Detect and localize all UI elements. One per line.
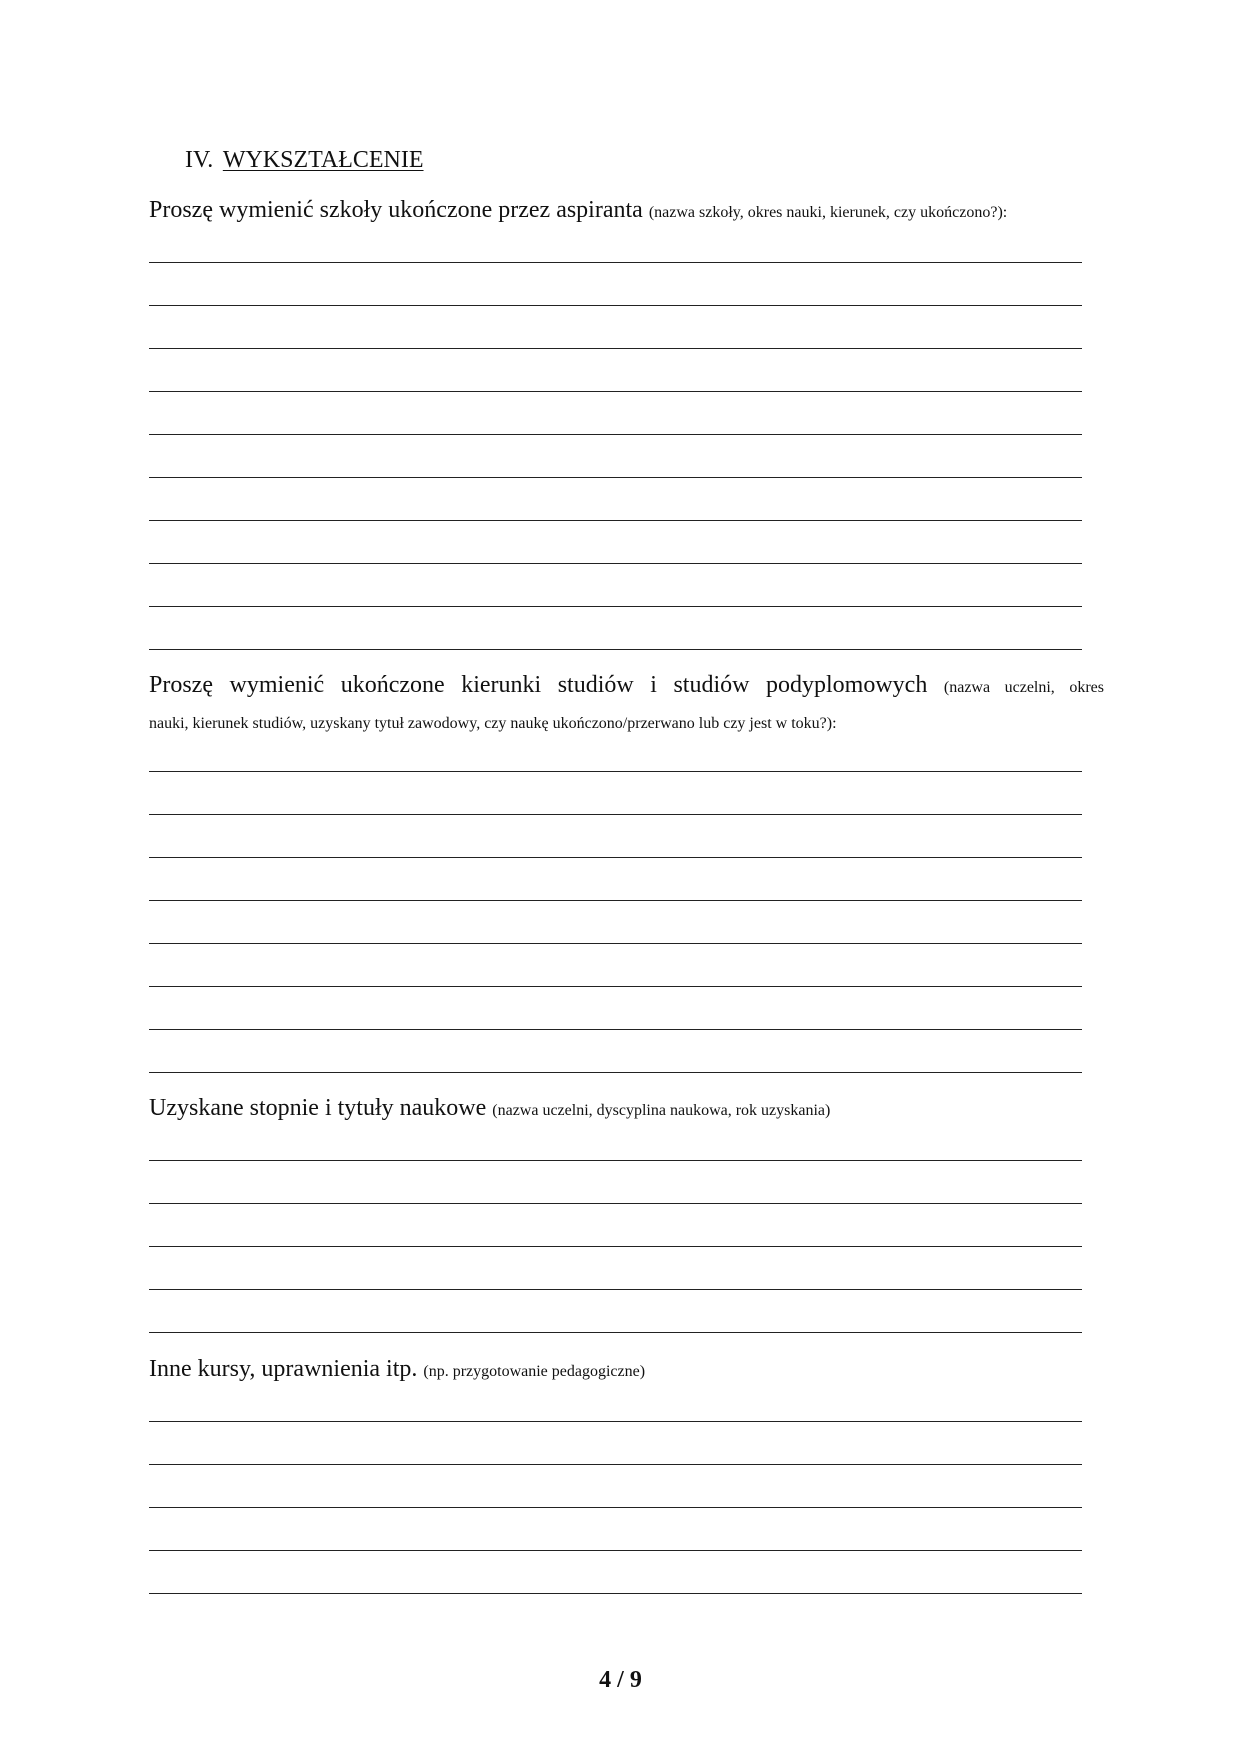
answer-line[interactable] (149, 1550, 1082, 1551)
answer-line[interactable] (149, 1072, 1082, 1073)
section-title: WYKSZTAŁCENIE (222, 147, 424, 173)
question-courses (149, 1354, 1104, 1387)
answer-line[interactable] (149, 1160, 1082, 1161)
question-hint-text: (nazwa uczelni, okres (943, 679, 1105, 696)
answer-line[interactable] (149, 1507, 1082, 1508)
question-degrees (149, 1093, 1104, 1126)
answer-line[interactable] (149, 262, 1082, 263)
answer-line[interactable] (149, 1332, 1082, 1333)
answer-line[interactable] (149, 814, 1082, 815)
answer-line[interactable] (149, 391, 1082, 392)
answer-line[interactable] (149, 1593, 1082, 1594)
answer-line[interactable] (149, 857, 1082, 858)
question-main-text: Proszę wymienić szkoły ukończone przez aspiranta (149, 197, 643, 223)
answer-line[interactable] (149, 563, 1082, 564)
answer-line[interactable] (149, 1246, 1082, 1247)
answer-line[interactable] (149, 606, 1082, 607)
section-heading (185, 145, 424, 175)
question-main-text: Proszę wymienić ukończone kierunki studiów i studiów podyplomowych (149, 672, 928, 698)
question-hint-text: (nazwa szkoły, okres nauki, kierunek, czy ukończono?): (648, 204, 1008, 221)
question-hint-text: (np. przygotowanie pedagogiczne) (423, 1363, 646, 1380)
question-studies (149, 670, 1104, 703)
answer-line[interactable] (149, 348, 1082, 349)
answer-line[interactable] (149, 900, 1082, 901)
question-main-text: Inne kursy, uprawnienia itp. (149, 1356, 418, 1382)
page-number: 4 / 9 (599, 1667, 642, 1693)
question-hint-continuation: nauki, kierunek studiów, uzyskany tytuł zawodowy, czy naukę ukończono/przerwano lub czy jest w toku?): (149, 715, 837, 732)
answer-line[interactable] (149, 434, 1082, 435)
answer-line[interactable] (149, 649, 1082, 650)
answer-line[interactable] (149, 477, 1082, 478)
answer-line[interactable] (149, 1421, 1082, 1422)
question-main-text: Uzyskane stopnie i tytuły naukowe (149, 1095, 487, 1121)
answer-line[interactable] (149, 305, 1082, 306)
answer-line[interactable] (149, 943, 1082, 944)
section-number: IV. (185, 147, 214, 173)
answer-line[interactable] (149, 1203, 1082, 1204)
answer-line[interactable] (149, 771, 1082, 772)
answer-line[interactable] (149, 520, 1082, 521)
question-hint-text: (nazwa uczelni, dyscyplina naukowa, rok uzyskania) (492, 1102, 831, 1119)
answer-line[interactable] (149, 1464, 1082, 1465)
answer-line[interactable] (149, 1289, 1082, 1290)
answer-line[interactable] (149, 986, 1082, 987)
answer-line[interactable] (149, 1029, 1082, 1030)
question-schools (149, 195, 1104, 228)
